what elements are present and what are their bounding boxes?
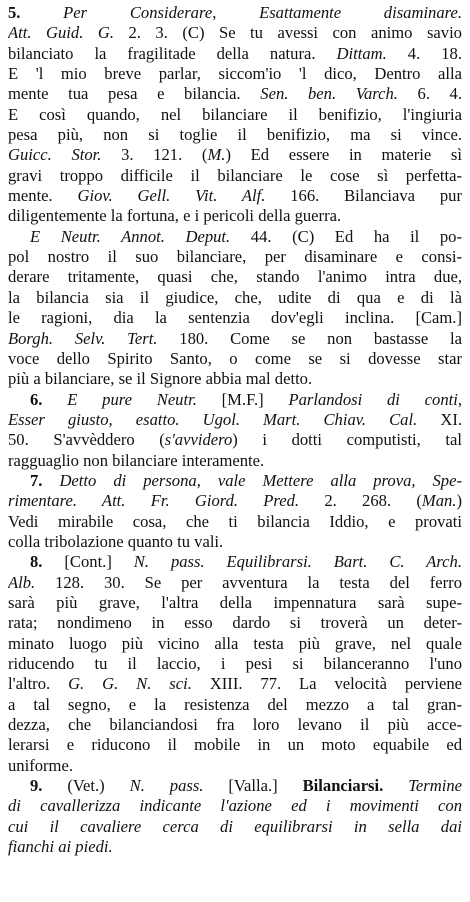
text-line: [8, 267, 462, 287]
text-line: [8, 430, 462, 450]
italic-run: rimentare. Att. Fr. Giord. Pred.: [8, 491, 300, 511]
sense-number: 6.: [30, 389, 43, 409]
text-line: [8, 105, 462, 125]
text-line: [8, 206, 462, 226]
italic-run: Dittam.: [336, 43, 387, 63]
text-run: colla tribolazione quanto tu vali.: [8, 531, 224, 551]
italic-run: Giov. Gell. Vit. Alf.: [77, 186, 266, 206]
italic-run: Termine: [408, 776, 462, 796]
text-run: Vedi mirabile cosa, che ti bilancia Iddio, e provati: [8, 511, 462, 531]
text-run: ): [456, 491, 462, 511]
text-run: [383, 776, 408, 795]
text-line: [8, 288, 462, 308]
text-run: 4. 18.: [386, 43, 462, 63]
text-run: 6. 4.: [397, 84, 462, 104]
entry-text-block: [8, 3, 462, 857]
headword: Bilanciarsi.: [302, 776, 384, 796]
text-run: 50. S'avvèddero (: [8, 430, 165, 450]
text-line: [8, 776, 462, 796]
text-run: minato luogo più vicino alla testa più grave, nel quale: [8, 633, 462, 653]
text-run: [42, 390, 67, 409]
text-line: [8, 125, 462, 145]
text-run: a tal segno, e la resistenza del mezzo a tal gran-: [8, 694, 462, 714]
italic-run: Borgh. Selv. Tert.: [8, 328, 158, 348]
italic-run: Alb.: [8, 572, 36, 592]
text-line: [8, 837, 462, 857]
italic-run: E Neutr. Annot. Deput.: [30, 226, 231, 246]
italic-run: Parlandosi di conti: [288, 389, 458, 409]
text-line: [8, 410, 462, 430]
text-run: E 'l mio breve parlar, siccom'io 'l dico, Dentro alla: [8, 64, 462, 84]
text-line: [8, 491, 462, 511]
text-run: la bilancia sia il giudice, che, udite di qua e di là: [8, 287, 462, 307]
text-run: 3. 121. (: [101, 145, 208, 165]
text-line: [8, 3, 462, 23]
italic-run: M.: [207, 145, 226, 165]
text-line: [8, 64, 462, 84]
text-line: [8, 349, 462, 369]
text-run: ragguaglio non bilanciare interamente.: [8, 450, 265, 470]
text-run: 2. 268. (: [299, 491, 422, 511]
sense-number: 9.: [30, 776, 43, 796]
text-line: [8, 796, 462, 816]
italic-run: Esattamente disaminare.: [259, 3, 462, 22]
text-line: [8, 329, 462, 349]
text-run: le ragioni, dia la sentenzia dov'egli inclina. [Cam.]: [8, 308, 462, 328]
text-line: [8, 471, 462, 491]
text-line: [8, 593, 462, 613]
text-line: [8, 715, 462, 735]
text-line: [8, 369, 462, 389]
text-line: [8, 84, 462, 104]
text-run: E così quando, nel bilanciare il benifizio, l'ingiuria: [8, 104, 462, 124]
text-run: [Cont.]: [42, 552, 134, 572]
text-run: 166. Bilanciava pur: [265, 186, 462, 206]
text-run: 44. (C) Ed ha il po-: [230, 226, 462, 246]
italic-run: Man.: [421, 491, 457, 511]
text-line: [8, 512, 462, 532]
text-run: lerarsi e riducono il mobile in un moto equabile ed: [8, 735, 462, 755]
italic-run: N. pass.: [129, 776, 204, 796]
text-line: [8, 654, 462, 674]
text-line: [8, 756, 462, 776]
text-run: l'altro.: [8, 674, 69, 694]
text-run: ) Ed essere in materie sì: [225, 145, 462, 165]
text-line: [8, 613, 462, 633]
text-line: [8, 451, 462, 471]
text-run: [20, 3, 63, 22]
text-run: XIII. 77. La velocità perviene: [191, 674, 462, 694]
italic-run: Sen. ben. Varch.: [260, 84, 398, 104]
text-run: sarà più grave, l'altra della impennatura sarà supe-: [8, 592, 462, 612]
text-line: [8, 166, 462, 186]
italic-run: E pure Neutr.: [67, 389, 197, 409]
italic-run: cui il cavaliere cerca di equilibrarsi in sella dai: [8, 816, 462, 836]
text-run: bilanciato la fragilitade della natura.: [8, 43, 337, 63]
text-run: mente tua pesa e bilancia.: [8, 84, 261, 104]
text-run: [42, 471, 59, 490]
italic-run: s'avvidero: [164, 430, 233, 450]
text-run: 180. Come se non bastasse la: [157, 328, 462, 348]
text-line: [8, 308, 462, 328]
text-line: [8, 634, 462, 654]
text-run: dezza, che bilanciandosi fra loro levano il più acce-: [8, 715, 462, 735]
italic-run: Per Considerare: [63, 3, 213, 22]
text-line: [8, 532, 462, 552]
text-run: [Valla.]: [203, 776, 303, 796]
text-run: mente.: [8, 186, 78, 206]
text-line: [8, 44, 462, 64]
text-run: XI.: [417, 409, 462, 429]
text-run: (Vet.): [42, 776, 130, 796]
italic-run: G. G. N. sci.: [68, 674, 192, 694]
italic-run: di cavallerizza indicante l'azione ed i movimenti con: [8, 796, 462, 816]
text-run: ) i dotti computisti, tal: [232, 430, 462, 450]
text-line: [8, 735, 462, 755]
text-run: rata; nondimeno in esso dardo si troverà un deter-: [8, 613, 462, 633]
sense-number: 7.: [30, 470, 43, 490]
text-run: ,: [457, 389, 462, 409]
text-run: derare tritamente, quasi che, stando l'animo intra due,: [8, 267, 462, 287]
text-line: [8, 390, 462, 410]
text-run: uniforme.: [8, 755, 73, 775]
text-run: più a bilanciare, se il Signore abbia mal detto.: [8, 369, 313, 389]
text-run: diligentemente la fortuna, e i pericoli della guerra.: [8, 206, 342, 226]
text-run: 128. 30. Se per avventura la testa del ferro: [35, 572, 462, 592]
text-run: ,: [212, 3, 260, 22]
italic-run: fianchi ai piedi.: [8, 837, 113, 857]
text-line: [8, 817, 462, 837]
text-run: pol nostro il suo bilanciare, per disaminare e consi-: [8, 247, 462, 267]
text-line: [8, 227, 462, 247]
text-line: [8, 552, 462, 572]
text-line: [8, 573, 462, 593]
text-run: riducendo tu il laccio, i pesi si bilanceranno l'uno: [8, 654, 462, 673]
text-run: pesa più, non si toglie il benifizio, ma si vince.: [8, 125, 462, 145]
text-line: [8, 23, 462, 43]
text-line: [8, 186, 462, 206]
text-line: [8, 247, 462, 267]
text-run: 2. 3. (C) Se tu avessi con animo savio: [113, 23, 462, 43]
italic-run: Esser giusto, esatto. Ugol. Mart. Chiav. Cal.: [8, 409, 418, 429]
italic-run: N. pass. Equilibrarsi. Bart. C. Arch.: [133, 552, 462, 572]
italic-run: Detto di persona, vale Mettere alla prova, Spe-: [59, 470, 462, 490]
text-line: [8, 145, 462, 165]
text-run: voce dello Spirito Santo, o come se si dovesse star: [8, 348, 462, 368]
text-line: [8, 674, 462, 694]
sense-number: 8.: [30, 552, 43, 572]
text-run: [M.F.]: [196, 389, 289, 409]
italic-run: Att. Guid. G.: [8, 23, 114, 43]
italic-run: Guicc. Stor.: [8, 145, 102, 165]
sense-number: 5.: [8, 3, 21, 22]
text-line: [8, 695, 462, 715]
text-run: gravi troppo difficile il bilanciare le cose sì perfetta-: [8, 165, 462, 185]
